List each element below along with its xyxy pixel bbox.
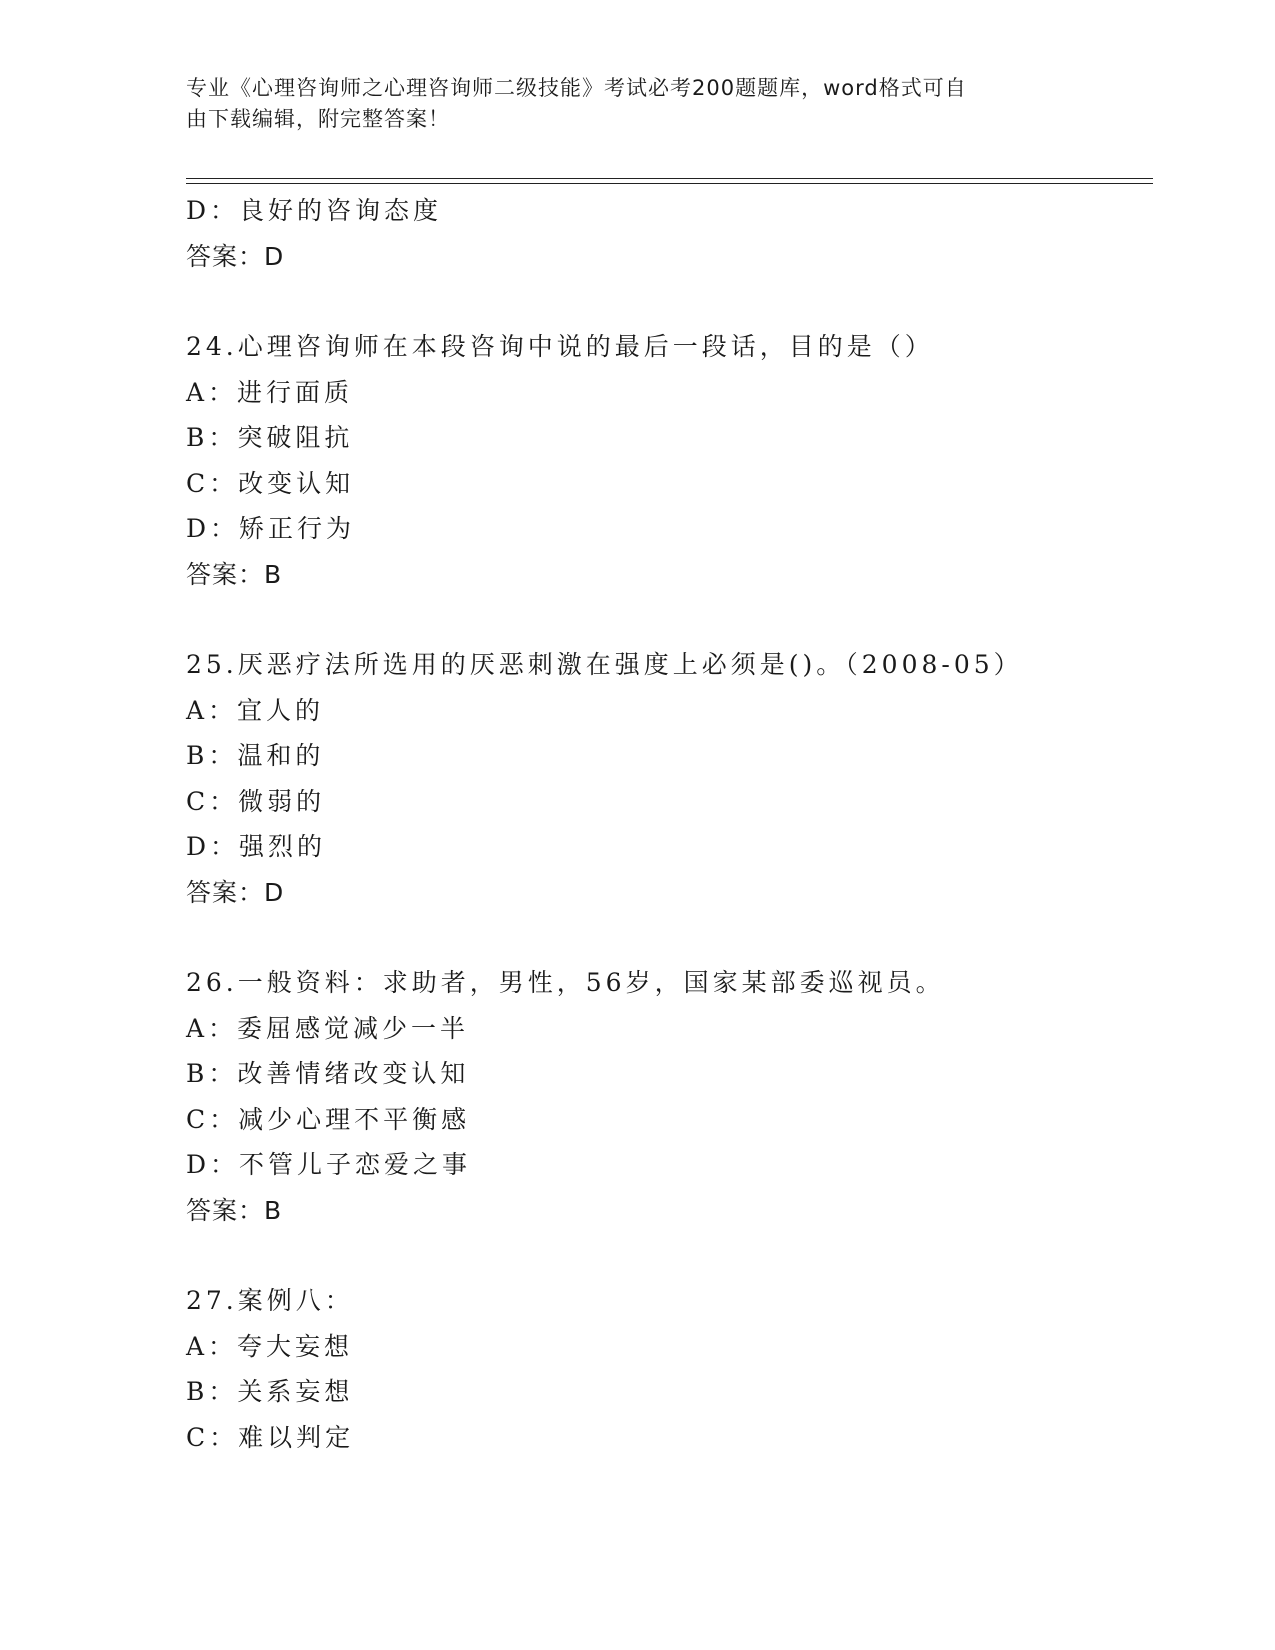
- question-25-option-a: A：宜人的: [186, 695, 325, 725]
- question-26-option-b: B：改善情绪改变认知: [186, 1059, 470, 1088]
- question-26-option-a: A：委屈感觉减少一半: [186, 1013, 470, 1043]
- question-24-option-b: B：突破阻抗: [186, 423, 354, 452]
- spacer: [186, 597, 1153, 642]
- question-25-option-d: D：强烈的: [186, 832, 327, 861]
- header-line-2: 由下载编辑，附完整答案！: [186, 107, 450, 131]
- spacer: [186, 1233, 1153, 1278]
- question-27-option-a: A：夸大妄想: [186, 1331, 354, 1361]
- question-25-answer: 答案：D: [186, 877, 285, 907]
- question-25-option-b: B：温和的: [186, 741, 325, 770]
- question-27-stem: 27.案例八：: [186, 1286, 354, 1315]
- question-26-option-c: C：减少心理不平衡感: [186, 1104, 471, 1134]
- question-24-option-a: A：进行面质: [186, 377, 354, 407]
- question-24-stem: 24.心理咨询师在本段咨询中说的最后一段话，目的是（）: [186, 332, 934, 361]
- question-26-answer: 答案：B: [186, 1195, 283, 1225]
- question-27-option-b: B：关系妄想: [186, 1377, 354, 1406]
- question-26-stem: 26.一般资料：求助者，男性，56岁，国家某部委巡视员。: [186, 968, 945, 997]
- header-line-1: 专业《心理咨询师之心理咨询师二级技能》考试必考200题题库，word格式可自: [186, 76, 967, 100]
- prev-answer: 答案：D: [186, 241, 285, 271]
- question-24-option-d: D：矫正行为: [186, 514, 356, 543]
- document-header: [186, 73, 1066, 135]
- question-24-answer: 答案：B: [186, 559, 283, 589]
- header-divider-top: [186, 178, 1153, 179]
- question-27-option-c: C：难以判定: [186, 1422, 355, 1452]
- prev-option-d: D：良好的咨询态度: [186, 196, 443, 225]
- header-divider-bottom: [186, 183, 1153, 184]
- question-25-option-c: C：微弱的: [186, 786, 326, 816]
- question-26-option-d: D：不管儿子恋爱之事: [186, 1150, 472, 1179]
- spacer: [186, 915, 1153, 960]
- question-25-stem: 25.厌恶疗法所选用的厌恶刺激在强度上必须是()。（2008-05）: [186, 650, 1023, 679]
- question-24-option-c: C：改变认知: [186, 468, 355, 498]
- question-list: [186, 188, 1153, 1460]
- spacer: [186, 279, 1153, 324]
